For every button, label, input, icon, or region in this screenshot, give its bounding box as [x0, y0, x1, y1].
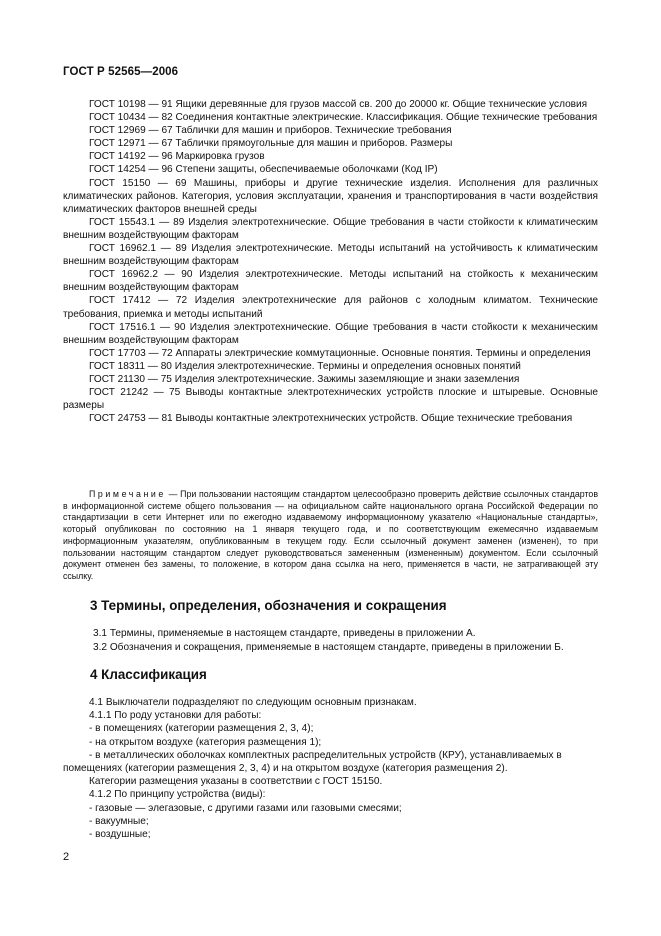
section-3-heading: 3 Термины, определения, обозначения и сокращения	[90, 598, 447, 613]
page-number: 2	[63, 851, 70, 863]
reference-item: ГОСТ 10434 — 82 Соединения контактные электрические. Классификация. Общие технические требования	[89, 112, 598, 124]
note-label: Примечание	[89, 489, 166, 499]
section-3-body	[63, 627, 598, 655]
list-item: - на открытом воздухе (категория размещения 1);	[89, 736, 322, 748]
paragraph: 4.1 Выключатели подразделяют по следующим основным признакам.	[89, 697, 417, 708]
paragraph: 4.1.2 По принципу устройства (виды):	[89, 789, 266, 801]
reference-item: ГОСТ 17412 — 72 Изделия электротехнические для районов с холодным климатом. Технические требования, приемка и методы испытаний	[63, 295, 598, 320]
reference-item: ГОСТ 16962.1 — 89 Изделия электротехнические. Методы испытаний на устойчивость к климатическим внешним воздействующим факторам	[63, 243, 598, 268]
document-header: ГОСТ Р 52565—2006	[63, 66, 179, 78]
note-paragraph	[63, 489, 598, 583]
reference-item: ГОСТ 16962.2 — 90 Изделия электротехнические. Методы испытаний на стойкость к механическим внешним воздействующим факторам	[63, 269, 598, 294]
reference-item: ГОСТ 14192 — 96 Маркировка грузов	[89, 151, 265, 163]
reference-item: ГОСТ 17516.1 — 90 Изделия электротехнические. Общие требования в части стойкости к механическим внешним воздействующим факторам	[63, 321, 598, 346]
reference-item: ГОСТ 12971 — 67 Таблички прямоугольные для машин и приборов. Размеры	[89, 138, 453, 150]
list-item: - воздушные;	[89, 829, 151, 841]
section-4-heading: 4 Классификация	[90, 667, 207, 682]
reference-item: ГОСТ 15543.1 — 89 Изделия электротехнические. Общие требования в части стойкости к климатическим внешним воздействующим факторам	[63, 216, 598, 241]
list-item: - газовые — элегазовые, с другими газами или газовыми смесями;	[89, 802, 402, 814]
list-item: - в металлических оболочках комплектных распределительных устройств (КРУ), устанавливаемых в помещениях (категории размещения 2, 3, 4) и на открытом воздухе (категория размещения 2).	[63, 749, 562, 775]
reference-item: ГОСТ 12969 — 67 Таблички для машин и приборов. Технические требования	[89, 125, 452, 137]
reference-item: ГОСТ 24753 — 81 Выводы контактные электротехнических устройств. Общие технические требования	[89, 413, 573, 425]
list-item: - в помещениях (категории размещения 2, 3, 4);	[89, 723, 314, 735]
note-text: — При пользовании настоящим стандартом целесообразно проверить действие ссылочных стандартов в информационной системе общего пользования — на официальном сайте национального органа Российской Федерации по стандартизации в сети Интернет или по ежегодно издаваемому информационному указателю «Национальные стандарты», который опубликован по состоянию на 1 января текущего года, и по соответствующим ежемесячно издаваемым информационным указателям, опубликованным в текущем году. Если ссылочный документ заменен (изменен), то при пользовании настоящим стандартом следует руководствоваться замененным (измененным) документом. Если ссылочный документ отменен без замены, то положение, в котором дана ссылка на него, применяется в части, не затрагивающей эту ссылку.	[63, 489, 598, 581]
reference-item: ГОСТ 14254 — 96 Степени защиты, обеспечиваемые оболочками (Код IP)	[89, 164, 438, 176]
normative-references-list	[63, 98, 598, 425]
paragraph: 3.1 Термины, применяемые в настоящем стандарте, приведены в приложении А.	[93, 628, 476, 639]
reference-item: ГОСТ 18311 — 80 Изделия электротехнические. Термины и определения основных понятий	[89, 360, 521, 372]
reference-item: ГОСТ 21242 — 75 Выводы контактные электротехнических устройств плоские и штыревые. Основные размеры	[63, 387, 598, 412]
reference-item: ГОСТ 15150 — 69 Машины, приборы и другие технические изделия. Исполнения для различных климатических районов. Категория, условия эксплуатации, хранения и транспортирования в части воздействия климатических факторов внешней среды	[63, 177, 598, 215]
paragraph: 3.2 Обозначения и сокращения, применяемые в настоящем стандарте, приведены в приложении Б.	[93, 642, 564, 653]
reference-item: ГОСТ 21130 — 75 Изделия электротехнические. Зажимы заземляющие и знаки заземления	[89, 373, 520, 385]
reference-item: ГОСТ 10198 — 91 Ящики деревянные для грузов массой св. 200 до 20000 кг. Общие технические условия	[89, 99, 588, 110]
reference-item: ГОСТ 17703 — 72 Аппараты электрические коммутационные. Основные понятия. Термины и определения	[89, 347, 591, 359]
list-item: - вакуумные;	[89, 815, 149, 827]
paragraph: Категории размещения указаны в соответствии с ГОСТ 15150.	[89, 776, 383, 788]
section-4-body	[63, 696, 598, 841]
paragraph: 4.1.1 По роду установки для работы:	[89, 710, 262, 722]
